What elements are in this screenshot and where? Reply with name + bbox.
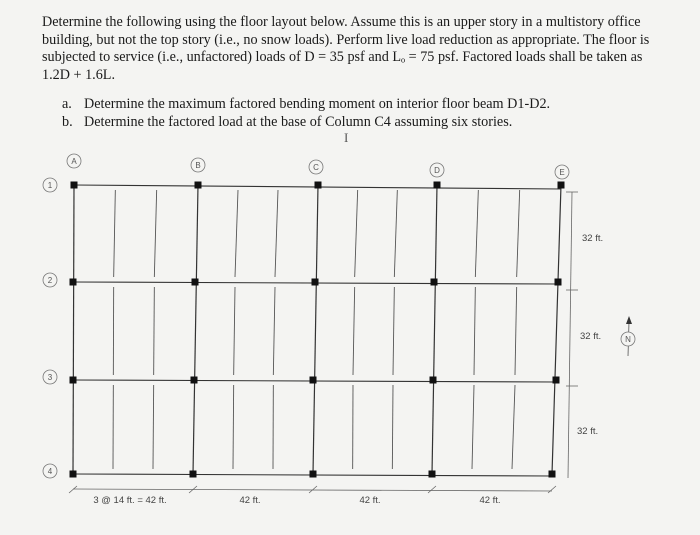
row-span-label-1: 32 ft.	[582, 233, 604, 244]
bay-span-label-3: 42 ft.	[359, 495, 381, 506]
question-a-text: Determine the maximum factored bending moment on interior floor beam D1-D2.	[84, 96, 551, 112]
column-E3	[553, 377, 560, 384]
infill-beam	[114, 190, 116, 277]
grid-label-C: C	[313, 163, 319, 172]
row-span-label-2: 32 ft.	[580, 331, 602, 342]
infill-beam	[273, 287, 275, 375]
column-C3	[310, 377, 317, 384]
column-A4	[70, 471, 77, 478]
infill-beam	[515, 287, 517, 375]
infill-beam	[353, 287, 355, 375]
column-B2	[192, 279, 199, 286]
right-dim-line	[568, 192, 572, 478]
dimension-lines	[69, 192, 603, 506]
north-arrow-icon	[621, 316, 635, 356]
bay-span-label-1: 3 @ 14 ft. = 42 ft.	[93, 495, 167, 506]
infill-beam	[392, 385, 393, 469]
dim-tick	[428, 486, 436, 493]
framing-lines	[73, 185, 561, 476]
text-cursor-icon: I	[344, 130, 349, 145]
grid-label-4: 4	[47, 467, 53, 476]
column-B4	[190, 471, 197, 478]
infill-beam	[355, 190, 358, 277]
grid-label-1: 1	[47, 181, 53, 190]
girder-col-3	[313, 185, 318, 474]
column-E4	[549, 471, 556, 478]
infill-beam	[393, 287, 394, 375]
dim-tick	[309, 486, 317, 493]
infill-beam	[512, 385, 515, 469]
column-A2	[70, 279, 77, 286]
girder-col-4	[432, 185, 437, 474]
infill-beam	[275, 190, 278, 277]
north-label: N	[625, 335, 631, 344]
girder-col-1	[73, 185, 74, 474]
row-span-label-3: 32 ft.	[577, 426, 599, 437]
column-E2	[555, 279, 562, 286]
infill-beam	[154, 190, 156, 277]
column-A1	[71, 182, 78, 189]
question-b-text: Determine the factored load at the base of Column C4 assuming six stories.	[84, 114, 513, 130]
column-D2	[431, 279, 438, 286]
infill-beam	[235, 190, 238, 277]
column-D4	[429, 471, 436, 478]
question-b-label: b.	[62, 114, 73, 130]
dim-tick	[548, 486, 556, 493]
bay-span-label-4: 42 ft.	[479, 495, 501, 506]
infill-beam	[234, 287, 235, 375]
column-A3	[70, 377, 77, 384]
bay-span-label-2: 42 ft.	[239, 495, 261, 506]
infill-beam	[475, 190, 478, 277]
infill-beam	[154, 287, 155, 375]
grid-label-3: 3	[47, 373, 53, 382]
grid-label-D: D	[434, 166, 440, 175]
grid-label-A: A	[71, 157, 77, 166]
girder-col-2	[193, 185, 198, 474]
infill-beam	[233, 385, 234, 469]
infill-beam	[474, 287, 475, 375]
column-C2	[312, 279, 319, 286]
grid-labels	[43, 154, 569, 478]
column-C1	[315, 182, 322, 189]
infill-beam	[153, 385, 154, 469]
column-D3	[430, 377, 437, 384]
dim-tick	[69, 486, 77, 493]
column-B3	[191, 377, 198, 384]
grid-label-E: E	[559, 168, 565, 177]
infill-beam	[472, 385, 474, 469]
question-a-label: a.	[62, 96, 72, 112]
infill-beam	[517, 190, 520, 277]
column-B1	[195, 182, 202, 189]
grid-label-2: 2	[47, 276, 53, 285]
infill-beam	[394, 190, 397, 277]
problem-intro: Determine the following using the floor layout below. Assume this is an upper story in a multistory office building, but not the top story (i.e., no snow loads). Perform live load reduction as appropriate. The floor is subjected to service (i.e., unfactored) loads of D = 35 psf and Lₒ = 75 psf. Factored loads shall be taken as 1.2D + 1.6L.	[42, 14, 650, 83]
girder-col-5	[552, 185, 561, 474]
column-C4	[310, 471, 317, 478]
column-D1	[434, 182, 441, 189]
north-arrow-head	[626, 316, 632, 324]
grid-label-B: B	[195, 161, 201, 170]
column-E1	[558, 182, 565, 189]
